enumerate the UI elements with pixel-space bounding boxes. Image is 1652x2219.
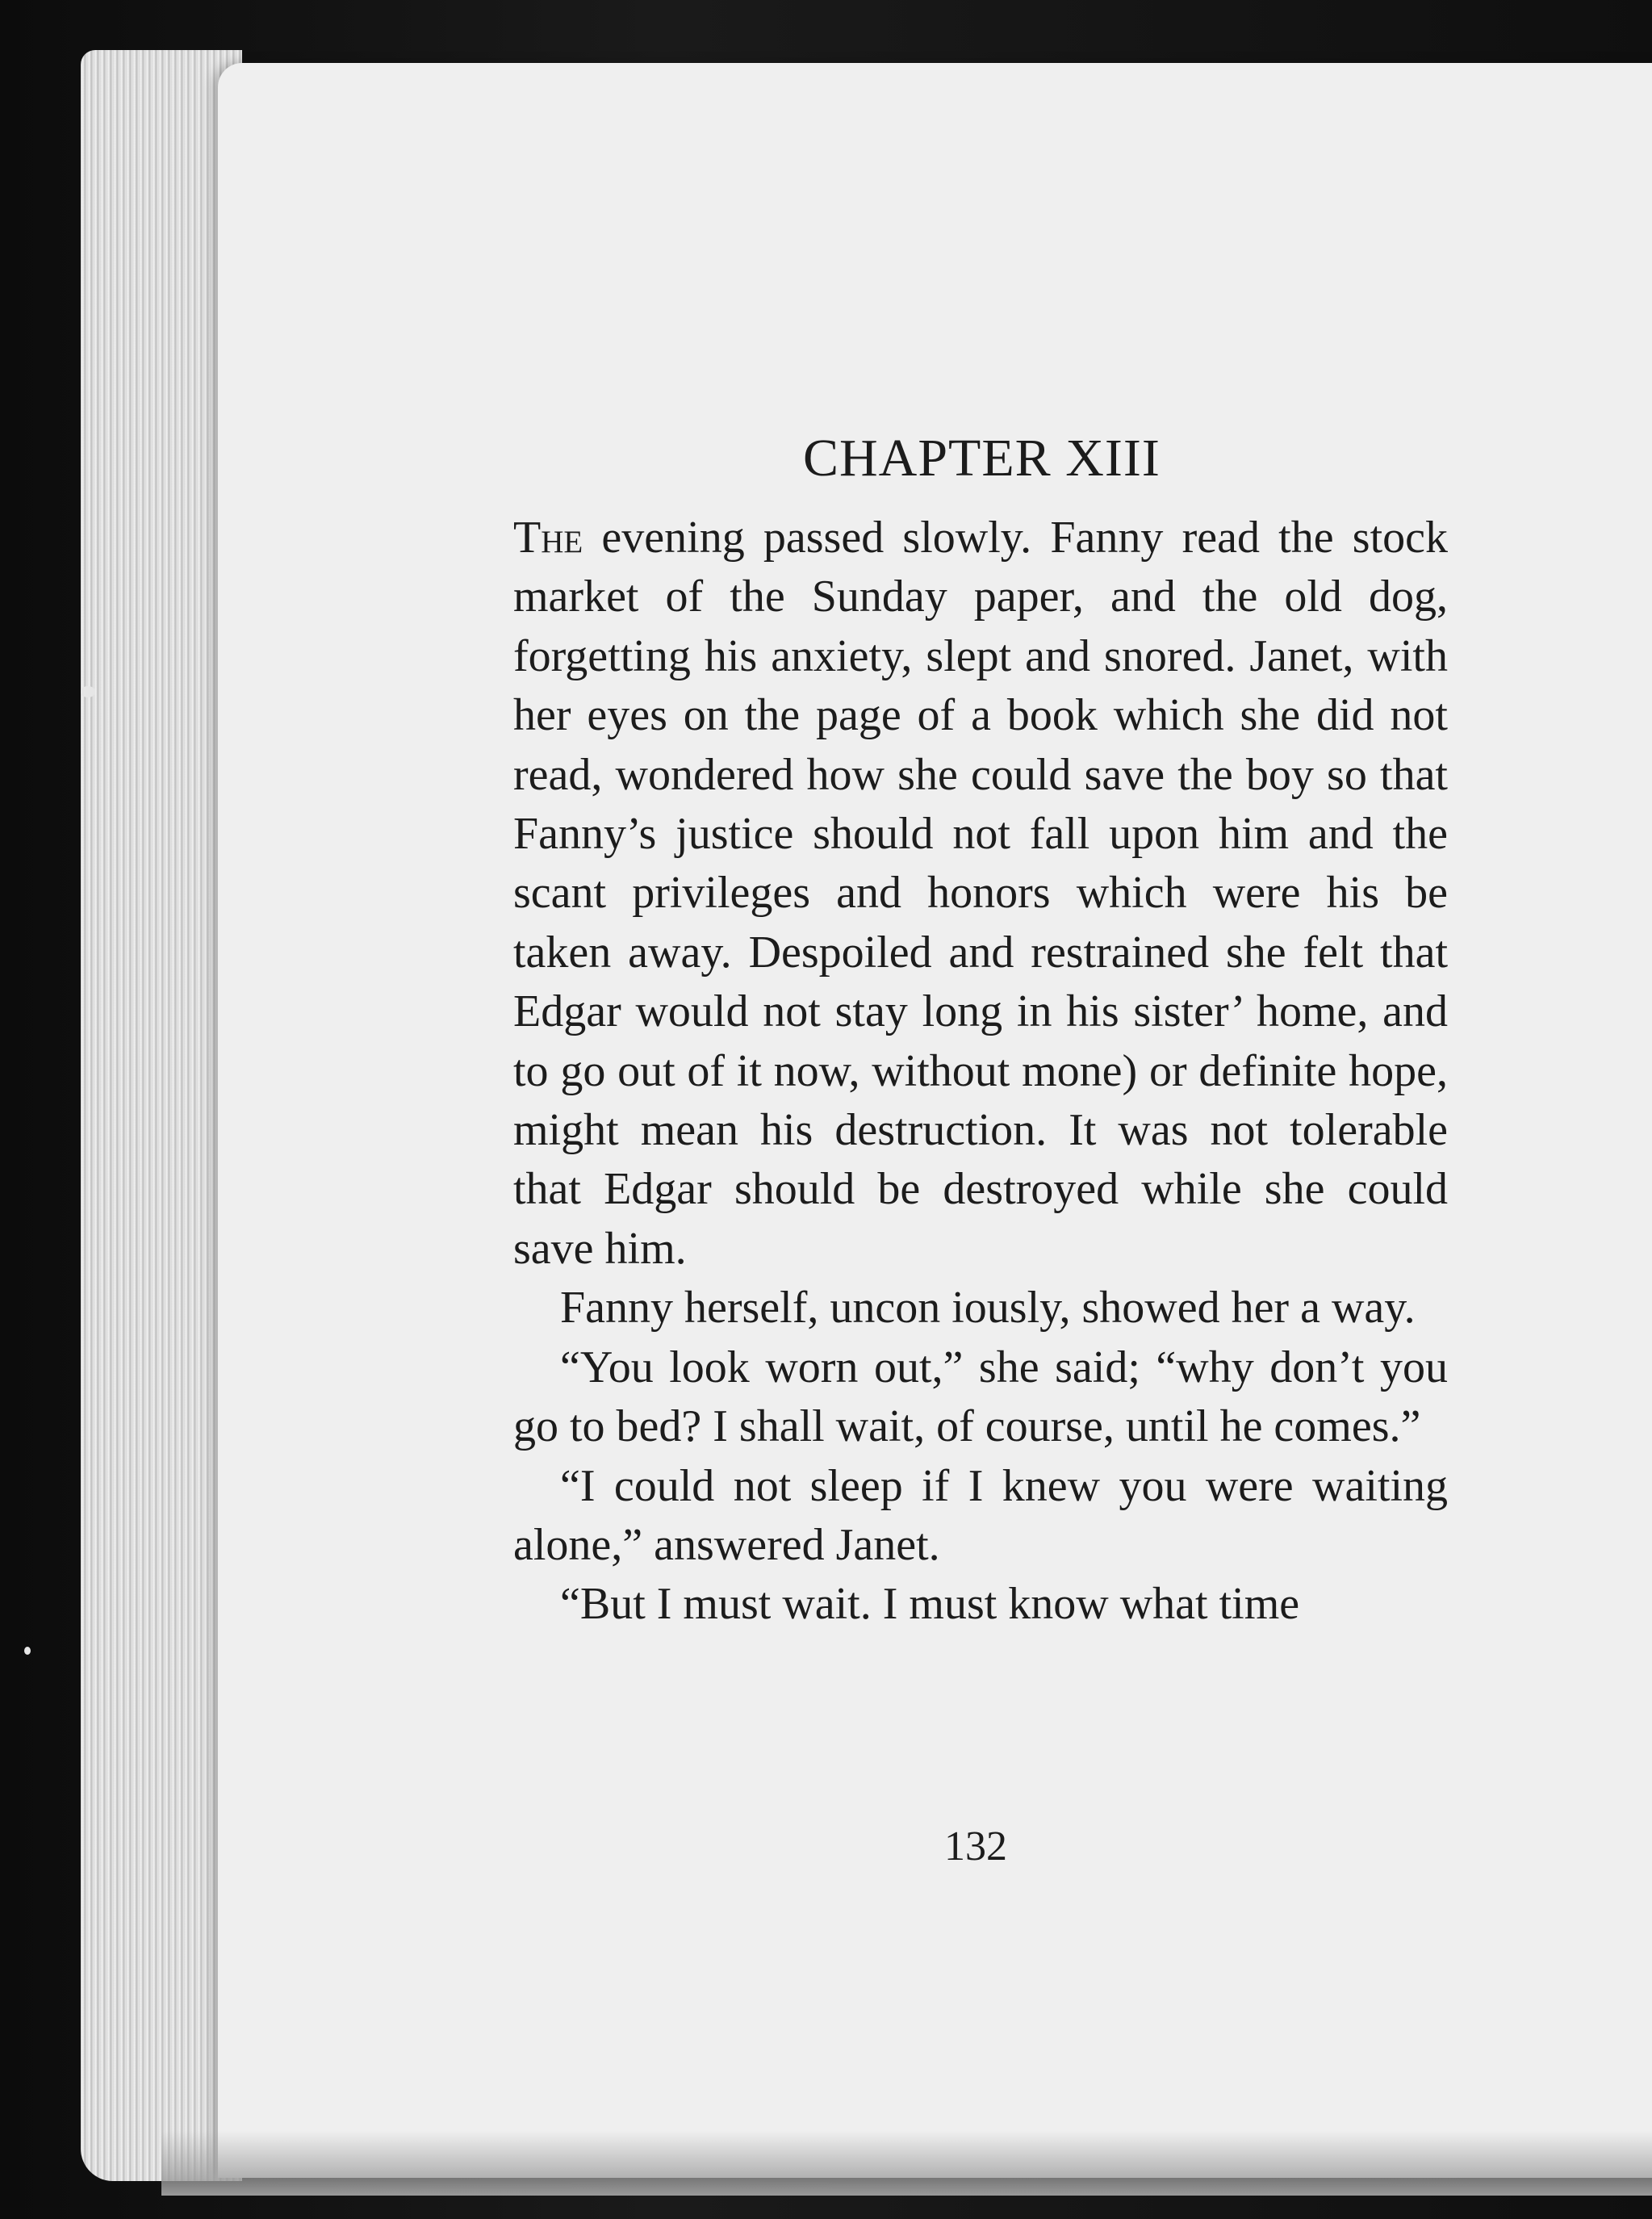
- page-number: 132: [944, 1823, 1007, 1869]
- paragraph-text: evening passed slowly. Fanny read the stock market of the Sunday paper, and the old dog, forgetting his anxiety, slept and snored. Janet, with her eyes on the page of a book which she did not read, wondered how she could save the boy so that Fanny’s justice should not fall upon him and the scant privileges and honors which were his be taken away. Despoiled and restrained she felt that Edgar would not stay long in his sister’ home, and to go out of it now, without mone) or definite hope, might mean his destruction. It was not tolerable that Edgar should be destroyed while she could save him.: [513, 513, 1448, 1274]
- dust-speck: [81, 686, 95, 697]
- paragraph-lead-word: The: [513, 513, 583, 563]
- paragraph: “You look worn out,” she said; “why don’t you go to bed? I shall wait, of course, until he comes.”: [513, 1342, 1448, 1452]
- chapter-title: CHAPTER XIII: [803, 429, 1161, 488]
- paragraph: [513, 509, 1448, 1279]
- paragraph: “But I must wait. I must know what time: [560, 1579, 1300, 1630]
- dust-speck: [24, 1647, 31, 1655]
- page-bottom-shadow: [161, 2131, 1652, 2196]
- paragraph: Fanny herself, uncon iously, showed her a way.: [560, 1283, 1416, 1333]
- paragraph: “I could not sleep if I knew you were waiting alone,” answered Janet.: [513, 1460, 1448, 1570]
- chapter-body: [513, 509, 1448, 1635]
